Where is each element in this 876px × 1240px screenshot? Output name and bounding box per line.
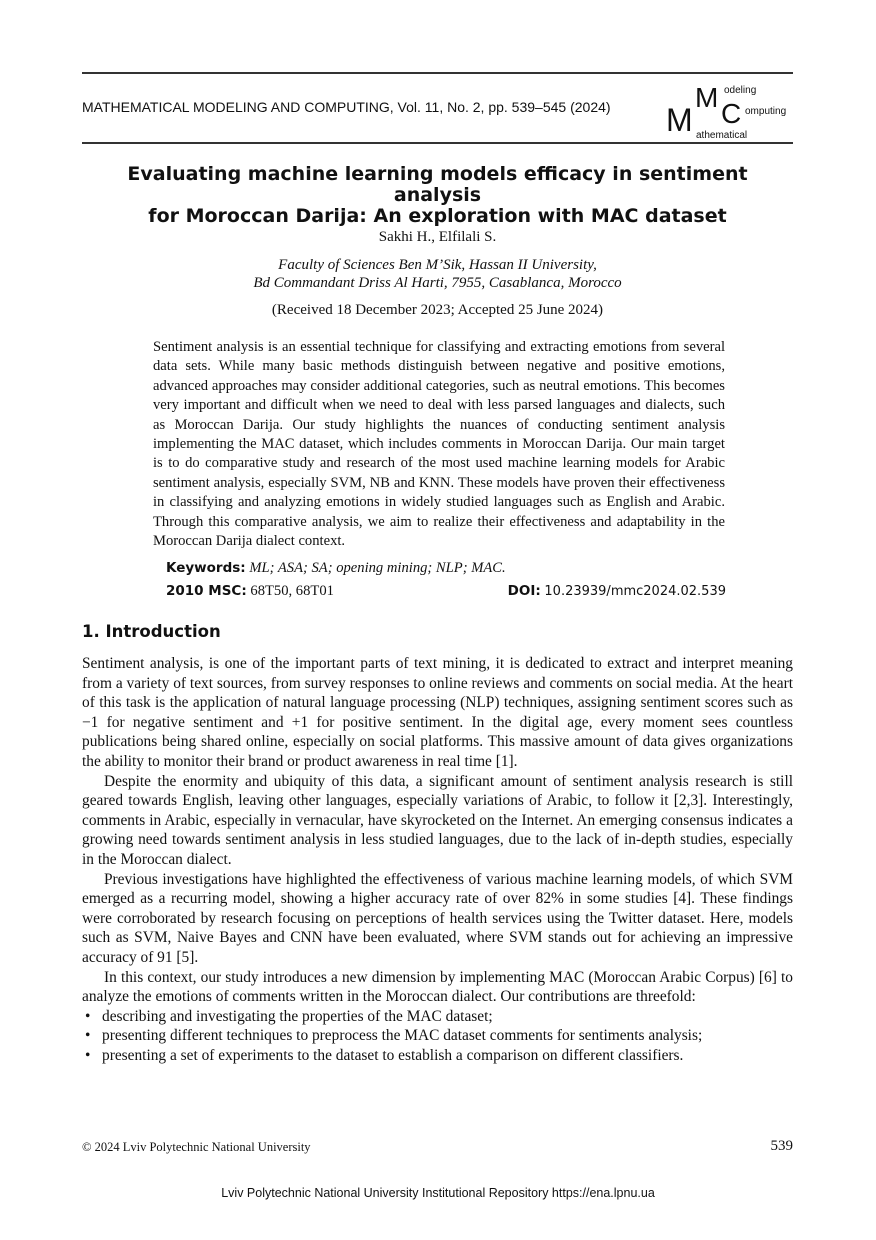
repository-footer: Lviv Polytechnic National University Institutional Repository https://ena.lpnu.ua (221, 1186, 655, 1200)
list-item-text: presenting different techniques to preprocess the MAC dataset comments for sentiments analysis; (102, 1027, 703, 1045)
list-item-text: describing and investigating the properties of the MAC dataset; (102, 1007, 493, 1025)
affiliation-line: Faculty of Sciences Ben M’Sik, Hassan II University, (278, 257, 597, 273)
keywords-value: ML; ASA; SA; opening mining; NLP; MAC. (249, 560, 506, 577)
list-item (82, 1007, 793, 1027)
list-item (82, 1026, 793, 1046)
paragraph: Previous investigations have highlighted the effectiveness of various machine learning models, of which SVM emerged as a recurring model, showing a higher accuracy rate of over 82% in some studies [4]. These findings were corroborated by research focusing on perceptions of health services using the Twitter dataset. Here, models such as SVM, Naive Bayes and CNN have been evaluated, where SVM stands out for achieving an impressive accuracy of 91 [5]. (82, 870, 793, 966)
journal-logo (666, 82, 796, 142)
affiliation-line: Bd Commandant Driss Al Harti, 7955, Casablanca, Morocco (253, 275, 622, 291)
doi-label: DOI: (507, 583, 541, 600)
page-number: 539 (770, 1138, 793, 1154)
paragraph: Despite the enormity and ubiquity of this data, a significant amount of sentiment analysis research is still geared towards English, leaving other languages, especially variations of Arabic, to follow it [2,3]. Interestingly, comments in Arabic, especially in vernacular, have skyrocketed on the Internet. An emerging consensus indicates a growing need towards sentiment analysis in less studied languages, due to the lack of in-depth studies, especially in the Moroccan dialect. (82, 772, 793, 868)
received-dates: (Received 18 December 2023; Accepted 25 June 2024) (271, 302, 604, 318)
list-item (82, 1046, 793, 1066)
abstract: Sentiment analysis is an essential technique for classifying and extracting emotions from several data sets. While many basic methods distinguish between negative and positive emotions, advanced approaches may consider additional categories, such as neutral emotions. This becomes very important and difficult when we need to deal with less parsed languages and dialects, such as Moroccan Darija. Our study highlights the nuances of conducting sentiment analysis implementing the MAC dataset, which includes comments in Moroccan Darija. Our main target is to do comparative study and research of the most used machine learning models for Arabic sentiment analysis, especially SVM, NB and KNN. These models have proven their effectiveness in classifying and analyzing emotions in widely studied languages such as English and Arabic. Through this comparative analysis, we aim to realize their effectiveness and adaptability in the Moroccan Darija dialect context. (153, 339, 725, 550)
logo-m2: M (695, 82, 719, 113)
affiliation (82, 256, 793, 292)
authors: Sakhi H., Elfilali S. (378, 229, 497, 245)
title-line: for Moroccan Darija: An exploration with MAC dataset (148, 205, 727, 227)
logo-m: M (666, 102, 693, 138)
msc-value: 68T50, 68T01 (250, 583, 334, 600)
section-body (82, 654, 793, 1065)
paragraph: Sentiment analysis, is one of the important parts of text mining, it is dedicated to extract and interpret meaning from a variety of text sources, from survey responses to online reviews and comments on social media. At the heart of this task is the application of natural language processing (NLP) techniques, assigning sentiment scores such as −1 for negative sentiment and +1 for positive sentiment. In the digital age, every moment sees countless publications being shared online, especially on social platforms. This massive amount of data gives organizations the ability to monitor their brand or product awareness in real time [1]. (82, 655, 793, 770)
logo-odeling: odeling (724, 85, 757, 96)
bullet-icon: • (85, 1027, 91, 1045)
logo-athematical: athematical (696, 130, 748, 141)
journal-header: MATHEMATICAL MODELING AND COMPUTING, Vol. 11, No. 2, pp. 539–545 (2024) (82, 99, 611, 115)
bullet-icon: • (85, 1046, 91, 1064)
header-bottom-rule (82, 142, 793, 144)
paper-title (82, 164, 793, 227)
abstract-block (153, 338, 725, 603)
logo-omputing: omputing (745, 106, 787, 117)
keywords-label: Keywords: (166, 560, 246, 577)
paragraph: In this context, our study introduces a new dimension by implementing MAC (Moroccan Arabic Corpus) [6] to analyze the emotions of comments written in the Moroccan dialect. Our contributions are threefold: (82, 968, 793, 1006)
copyright: © 2024 Lviv Polytechnic National University (82, 1140, 311, 1154)
header-top-rule (82, 72, 793, 74)
section-heading: 1. Introduction (82, 622, 221, 641)
keywords (166, 557, 726, 580)
doi-value[interactable]: 10.23939/mmc2024.02.539 (544, 584, 726, 600)
msc-doi-line (166, 580, 726, 603)
list-item-text: presenting a set of experiments to the dataset to establish a comparison on different classifiers. (102, 1046, 684, 1064)
logo-c: C (721, 98, 742, 129)
msc-label: 2010 MSC: (166, 583, 247, 600)
contributions-list (82, 1007, 793, 1066)
bullet-icon: • (85, 1007, 91, 1025)
doi (508, 580, 726, 603)
title-line: Evaluating machine learning models efficacy in sentiment analysis (127, 163, 748, 206)
